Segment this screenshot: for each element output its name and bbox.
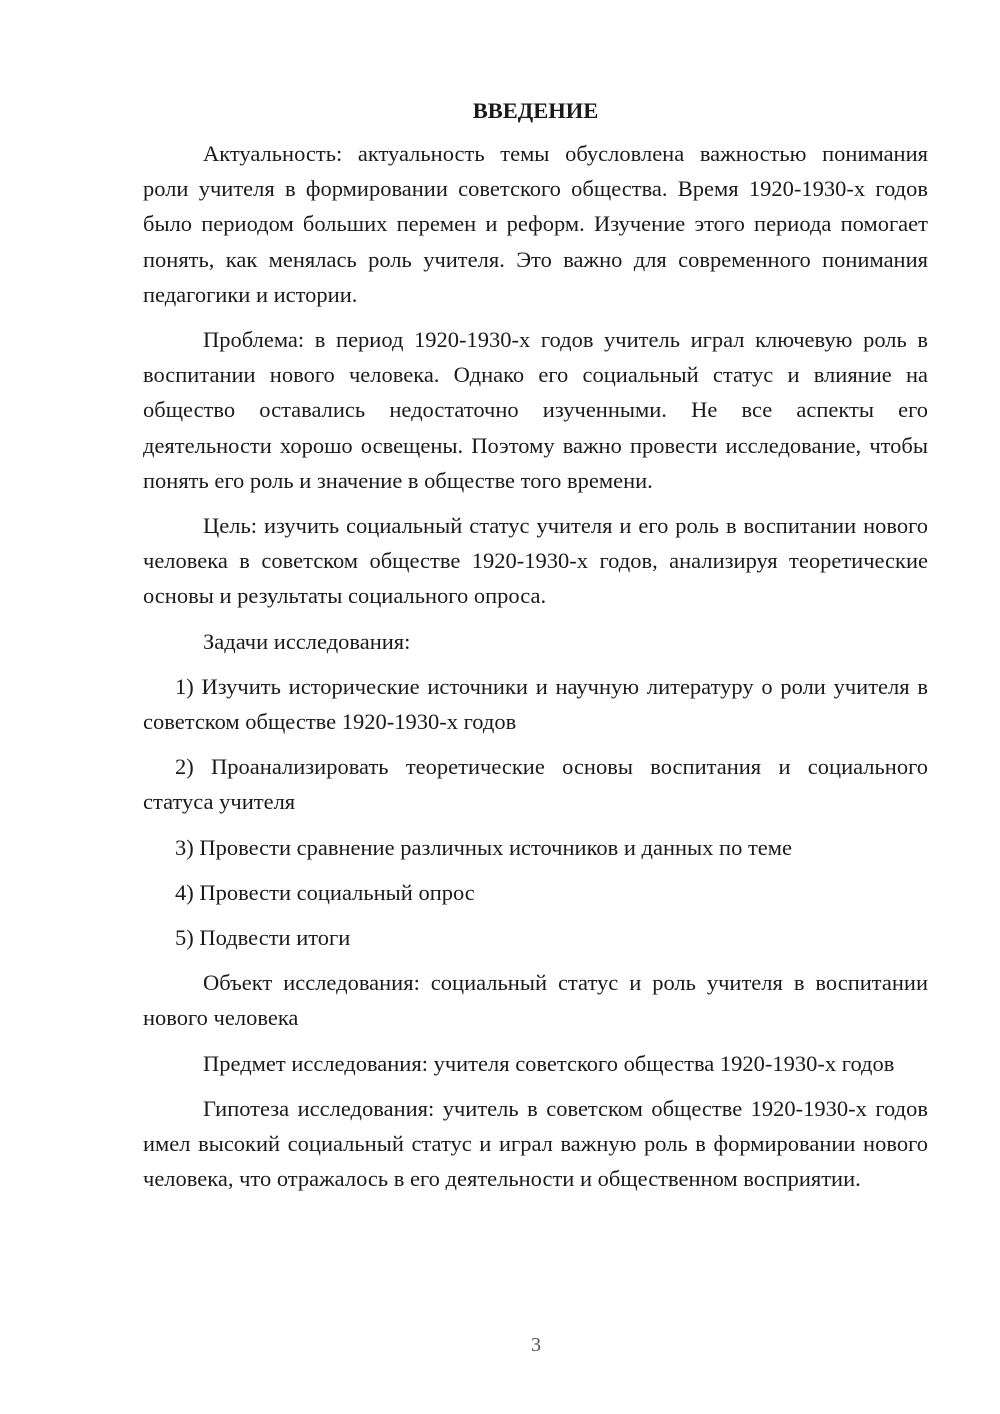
task-item-5: 5) Подвести итоги [175, 925, 351, 951]
task-item-4: 4) Провести социальный опрос [175, 879, 475, 905]
task-item-2: 2) Проанализировать теоретические основы воспитания и социального статуса учителя [143, 754, 928, 815]
task-item-1: 1) Изучить исторические источники и научную литературу о роли учителя в советском обществе 1920-1930-х годов [143, 673, 928, 735]
page-title: ВВЕДЕНИЕ [472, 98, 599, 123]
task-item-3: 3) Провести сравнение различных источников и данных по теме [175, 834, 793, 860]
paragraph-subject: Предмет исследования: учителя советского общества 1920-1930-х годов [203, 1050, 895, 1076]
paragraph-hypothesis: Гипотеза исследования: учитель в советском обществе 1920-1930-х годов имел высокий социальный статус и играл важную роль в формировании нового человека, что отражалось в его деятельности и общественном восприятии. [143, 1095, 928, 1192]
tasks-heading: Задачи исследования: [203, 628, 411, 654]
paragraph-problem: Проблема: в период 1920-1930-х годов учитель играл ключевую роль в воспитании нового человека. Однако его социальный статус и влияние на общество оставались недостаточно изученными. Не все аспекты его деятельности хорошо освещены. Поэтому важно провести исследование, чтобы понять его роль и значение в обществе того времени. [143, 327, 928, 493]
paragraph-object: Объект исследования: социальный статус и роль учителя в воспитании нового человека [143, 970, 928, 1031]
paragraph-relevance: Актуальность: актуальность темы обусловлена важностью понимания роли учителя в формировании советского общества. Время 1920-1930-х годов было периодом больших перемен и реформ. Изучение этого периода помогает понять, как менялась роль учителя. Это важно для современного понимания педагогики и истории. [143, 141, 928, 307]
document-page [143, 96, 928, 1196]
paragraph-goal: Цель: изучить социальный статус учителя и его роль в воспитании нового человека в советском обществе 1920-1930-х годов, анализируя теоретические основы и результаты социального опроса. [143, 513, 928, 609]
page-number: 3 [531, 1334, 541, 1356]
